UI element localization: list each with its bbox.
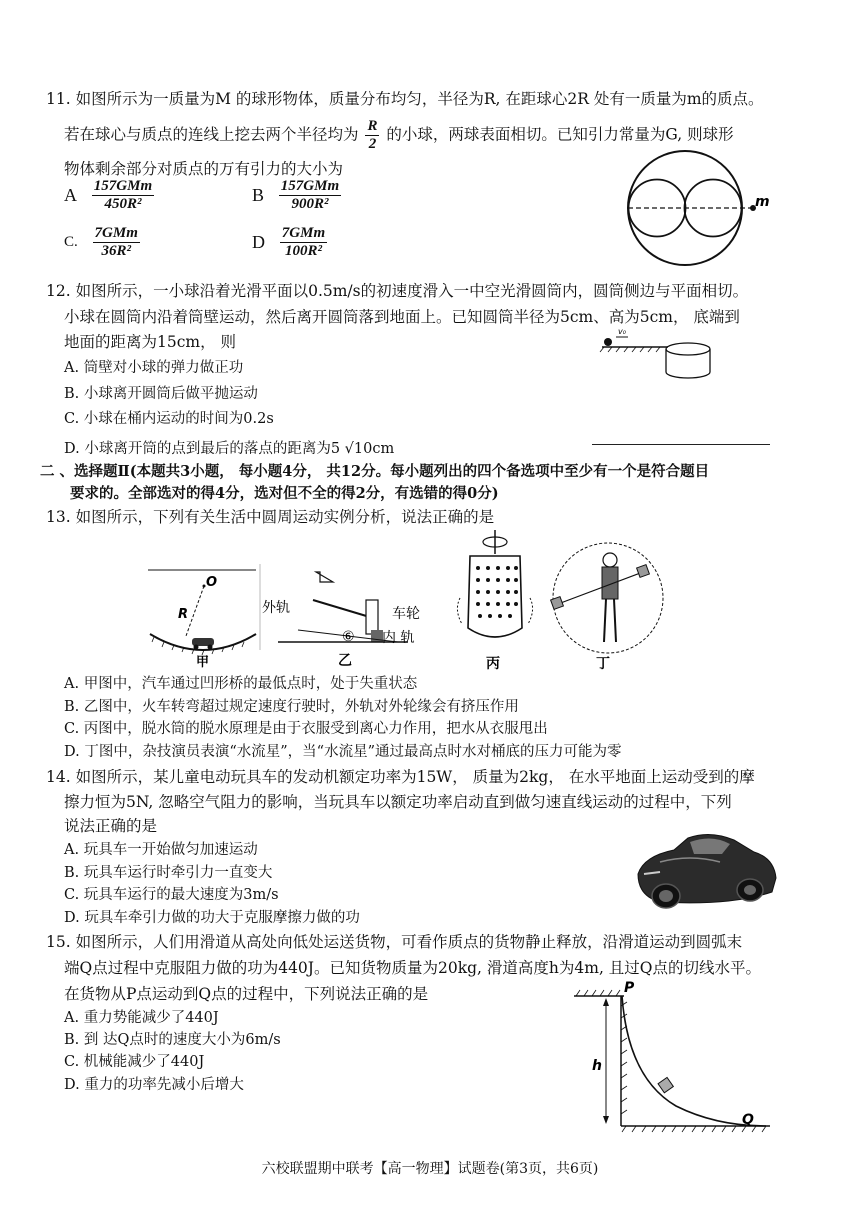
q13-fig-yi bbox=[258, 560, 438, 672]
q14-toy-car-figure bbox=[630, 822, 780, 914]
q15-option-a: A. 重力势能减少了440J bbox=[64, 1010, 219, 1026]
option-den: 450R² bbox=[104, 196, 142, 212]
q12-line1: 12. 如图所示，一小球沿着光滑平面以0.5m/s的初速度滑入一中空光滑圆筒内，圆筒侧边与平面相切。 bbox=[46, 282, 749, 300]
q13-fig-ding bbox=[548, 538, 668, 673]
q13-yi-num: ⑥ bbox=[342, 629, 355, 645]
q15-line3: 在货物从P点运动到Q点的过程中，下列说法正确的是 bbox=[64, 985, 429, 1003]
q15-option-b: B. 到 达Q点时的速度大小为6m/s bbox=[64, 1032, 281, 1048]
q11-line1: 11. 如图所示为一质量为M 的球形物体，质量分布均匀，半径为R, 在距球心2R 处有一质量为m的质点。 bbox=[46, 90, 764, 108]
q11-line2a: 若在球心与质点的连线上挖去两个半径均为 bbox=[64, 125, 359, 144]
q14-line3: 说法正确的是 bbox=[64, 817, 158, 835]
q13-fig-jia bbox=[148, 566, 258, 671]
q14-option-a: A. 玩具车一开始做匀加速运动 bbox=[64, 842, 258, 858]
q13-yi-wheel: 车轮 bbox=[392, 606, 420, 622]
q13-yi-inner: 内 轨 bbox=[382, 630, 415, 646]
option-den: 900R² bbox=[291, 196, 329, 212]
q14-option-d: D. 玩具车牵引力做的功大于克服摩擦力做的功 bbox=[64, 910, 360, 926]
q11-frac-num: R bbox=[367, 118, 378, 134]
option-num: 7GMm bbox=[281, 225, 326, 241]
q13-yi-label: 乙 bbox=[338, 653, 352, 669]
q11-frac-den: 2 bbox=[368, 136, 377, 152]
q14-line2: 擦力恒为5N, 忽略空气阻力的影响，当玩具车以额定功率启动直到做匀速直线运动的过程中，下列 bbox=[64, 793, 732, 811]
q15-option-c: C. 机械能减少了440J bbox=[64, 1054, 205, 1070]
option-den: 100R² bbox=[284, 243, 322, 259]
q11-fraction bbox=[365, 118, 379, 153]
q14-option-b: B. 玩具车运行时牵引力一直变大 bbox=[64, 865, 273, 881]
option-letter: D bbox=[252, 232, 265, 252]
q15-line2: 端Q点过程中克服阻力做的功为440J。已知货物质量为20kg, 滑道高度h为4m, 且过Q点的切线水平。 bbox=[64, 959, 762, 977]
q13-ding-label: 丁 bbox=[596, 656, 610, 672]
q11-mass-label: m bbox=[755, 194, 770, 210]
q12-line3: 地面的距离为15cm， 则 bbox=[64, 333, 237, 351]
q11-option-d bbox=[252, 225, 327, 260]
divider-line bbox=[592, 444, 770, 445]
option-num: 7GMm bbox=[94, 225, 138, 241]
option-letter: A bbox=[64, 185, 77, 205]
q11-option-a bbox=[64, 178, 154, 213]
q15-q-label: Q bbox=[742, 1112, 754, 1128]
q11-sphere-figure bbox=[620, 148, 770, 268]
q14-line1: 14. 如图所示，某儿童电动玩具车的发动机额定功率为15W， 质量为2kg， 在水平地面上运动受到的摩 bbox=[46, 768, 755, 786]
q13-option-d: D. 丁图中，杂技演员表演“水流星”，当“水流星”通过最高点时水对桶底的压力可能为零 bbox=[64, 744, 622, 760]
q11-option-c bbox=[64, 225, 140, 260]
q13-jia-r: R bbox=[178, 607, 189, 622]
q11-line2b: 的小球，两球表面相切。已知引力常量为G, 则球形 bbox=[386, 125, 734, 144]
q11-line3: 物体剩余部分对质点的万有引力的大小为 bbox=[64, 160, 344, 178]
q13-stem: 13. 如图所示，下列有关生活中圆周运动实例分析，说法正确的是 bbox=[46, 508, 495, 526]
q13-option-b: B. 乙图中，火车转弯超过规定速度行驶时，外轨对外轮缘会有挤压作用 bbox=[64, 699, 519, 715]
section2-line2: 要求的。全部选对的得4分，选对但不全的得2分，有选错的得0分) bbox=[70, 485, 499, 502]
q15-line1: 15. 如图所示，人们用滑道从高处向低处运送货物，可看作质点的货物静止释放，沿滑道运动到圆弧末 bbox=[46, 933, 743, 951]
q13-yi-outer: 外轨 bbox=[262, 600, 290, 616]
q12-line2: 小球在圆筒内沿着筒壁运动，然后离开圆筒落到地面上。已知圆筒半径为5cm、高为5cm， 底端到 bbox=[64, 308, 740, 326]
option-den: 36R² bbox=[101, 243, 131, 259]
q13-fig-bing bbox=[450, 528, 540, 673]
q12-cylinder-figure bbox=[598, 322, 718, 382]
q12-option-b: B. 小球离开圆筒后做平抛运动 bbox=[64, 386, 258, 402]
q13-bing-label: 丙 bbox=[486, 656, 500, 672]
option-letter: B bbox=[252, 185, 265, 205]
section2-line1: 二 、选择题Ⅱ(本题共3小题， 每小题4分， 共12分。每小题列出的四个备选项中至少有一个是符合题目 bbox=[40, 463, 710, 480]
option-num: 157GMm bbox=[93, 178, 153, 194]
q13-option-a: A. 甲图中，汽车通过凹形桥的最低点时，处于失重状态 bbox=[64, 676, 418, 692]
q13-option-c: C. 丙图中，脱水筒的脱水原理是由于衣服受到离心力作用，把水从衣服甩出 bbox=[64, 721, 548, 737]
option-letter: C. bbox=[64, 234, 78, 250]
q12-option-c: C. 小球在桶内运动的时间为0.2s bbox=[64, 411, 274, 427]
q11-option-b bbox=[252, 178, 341, 213]
q14-option-c: C. 玩具车运行的最大速度为3m/s bbox=[64, 887, 279, 903]
q12-option-a: A. 筒壁对小球的弹力做正功 bbox=[64, 360, 244, 376]
q12-option-d: D. 小球离开筒的点到最后的落点的距离为5 √10cm bbox=[64, 441, 395, 457]
q15-slide-figure bbox=[566, 978, 772, 1138]
q15-option-d: D. 重力的功率先减小后增大 bbox=[64, 1077, 244, 1093]
option-num: 157GMm bbox=[280, 178, 340, 194]
q13-jia-o: O bbox=[206, 575, 218, 590]
q15-p-label: P bbox=[624, 980, 635, 996]
q12-v0-label: v₀ bbox=[618, 327, 626, 336]
q15-h-label: h bbox=[592, 1058, 602, 1074]
page-footer: 六校联盟期中联考【高一物理】试题卷(第3页，共6页) bbox=[261, 1161, 599, 1177]
q13-jia-label: 甲 bbox=[196, 655, 210, 670]
